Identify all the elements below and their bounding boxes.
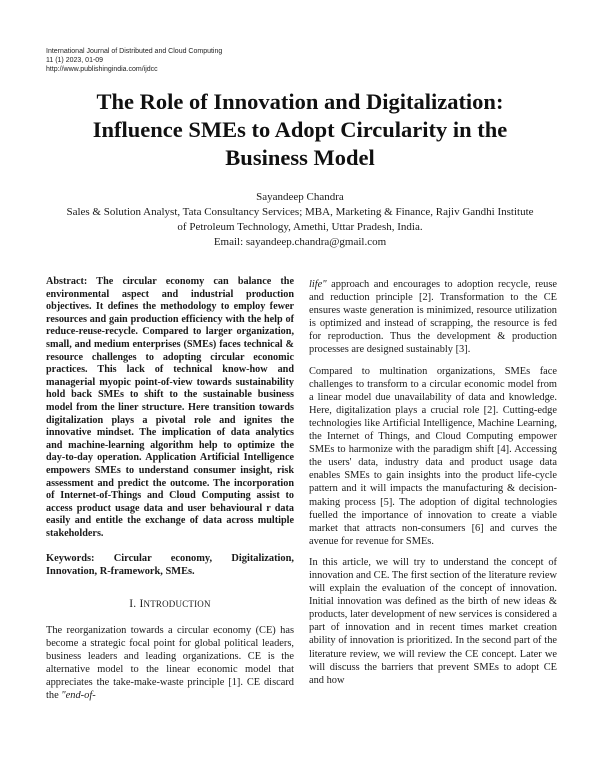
left-column	[46, 276, 294, 710]
affiliation-line-2: of Petroleum Technology, Amethi, Uttar Pradesh, India.	[177, 221, 423, 233]
section-heading-text: NTRODUCTION	[143, 599, 211, 610]
author-email: Email: sayandeep.chandra@gmail.com	[213, 236, 387, 248]
author-name: Sayandeep Chandra	[256, 191, 344, 203]
right-paragraph-3: In this article, we will try to understand the concept of innovation and CE. The first section of the literature review will explain the evaluation of the concept of innovation. Initial innovation was defined as the birth of new ideas & products, later development of new services is considered a part of innovation and in recent times market creation ability of innovation is prioritized. In the second part of the literature review, we will review the CE concept. Later we will discuss the barriers that prevent SMEs to adopt CE and how	[309, 556, 557, 686]
section-heading-introduction	[46, 598, 294, 611]
journal-header	[46, 47, 222, 74]
journal-url: http://www.publishingindia.com/ijdcc	[46, 66, 158, 73]
title-line-3: Business Model	[225, 145, 375, 170]
abstract: Abstract: The circular economy can balance the environmental aspect and industrial production objectives. It defines the methodology to employ fewer resources and gain production efficiency with the help of reduce-reuse-recycle. Compared to larger organization, small, and medium enterprises (SMEs) faces technical & resource challenges to adopting circular economic practices. This lack of technical know-how and managerial myopic point-of-view towards sustainability hold back SMEs to shift to the sustainable business model from the liner structure. Here transition towards digitalization plays a pivotal role and ignites the innovative mindset. The implication of data analytics and machine-learning algorithm help to optimize the day-to-day operation. Application Artificial Intelligence empowers SMEs to understand consumer insight, risk assessment and predict the outcome. The incorporation of Internet-of-Things and Cloud Computing assist to access product usage data and user behavioural r data easily and entitle the exchange of data across multiple stakeholders.	[46, 276, 294, 539]
right-paragraph-1-italic: life"	[309, 279, 327, 290]
right-paragraph-1	[309, 278, 557, 357]
keywords: Keywords: Circular economy, Digitalization, Innovation, R-framework, SMEs.	[46, 553, 294, 578]
volume-info: 11 (1) 2023, 01-09	[46, 57, 104, 64]
right-paragraph-1-text: approach and encourages to adoption recycle, reuse and reduction principle [2]. Transformation to the CE ensures waste generation is minimized, resource utilization is optimized and instead of scrapping, the resource is fed for reproduction. Thus the development & production processes are designed sustainably [3].	[309, 279, 557, 356]
intro-paragraph-1-italic: "end-of-	[61, 690, 96, 702]
right-paragraph-2: Compared to multination organizations, SMEs face challenges to transform to a circular economic model from a linear model due unavailability of data and knowledge. Here, digitalization plays a crucial role [2]. Cutting-edge technologies like Artificial Intelligence, Machine Learning, the Internet of Things, and Cloud Computing empower SMEs to harmonize with the paradigm shift [4]. Accessing the users' data, industry data and product usage data enables SMEs to gain insights into the product life-cycle pattern and it will impacts the manufacturing & decision-making process [5]. The adoption of digital technologies fuelled the importance of innovation to create a viable market that attracts non-consumers [6] and curves the avenue for revenue for SMEs.	[309, 365, 557, 547]
journal-name: International Journal of Distributed and Cloud Computing	[46, 48, 223, 55]
section-numeral: I. I	[129, 598, 144, 611]
affiliation-line-1: Sales & Solution Analyst, Tata Consultancy Services; MBA, Marketing & Finance, Rajiv Gandhi Institute	[66, 206, 534, 218]
title-line-2: Influence SMEs to Adopt Circularity in the	[92, 117, 508, 142]
intro-paragraph-1-text: The reorganization towards a circular economy (CE) has become a strategic focal point for global political leaders, business leaders and leading organizations. CE is the alternative model to the linear economic model that appreciates the take-make-waste principle [1]. CE discard the	[46, 624, 294, 702]
title-line-1: The Role of Innovation and Digitalization:	[96, 89, 504, 114]
intro-paragraph-1	[46, 624, 294, 703]
paper-title	[30, 88, 570, 172]
author-block	[20, 190, 580, 250]
right-column	[309, 278, 557, 695]
